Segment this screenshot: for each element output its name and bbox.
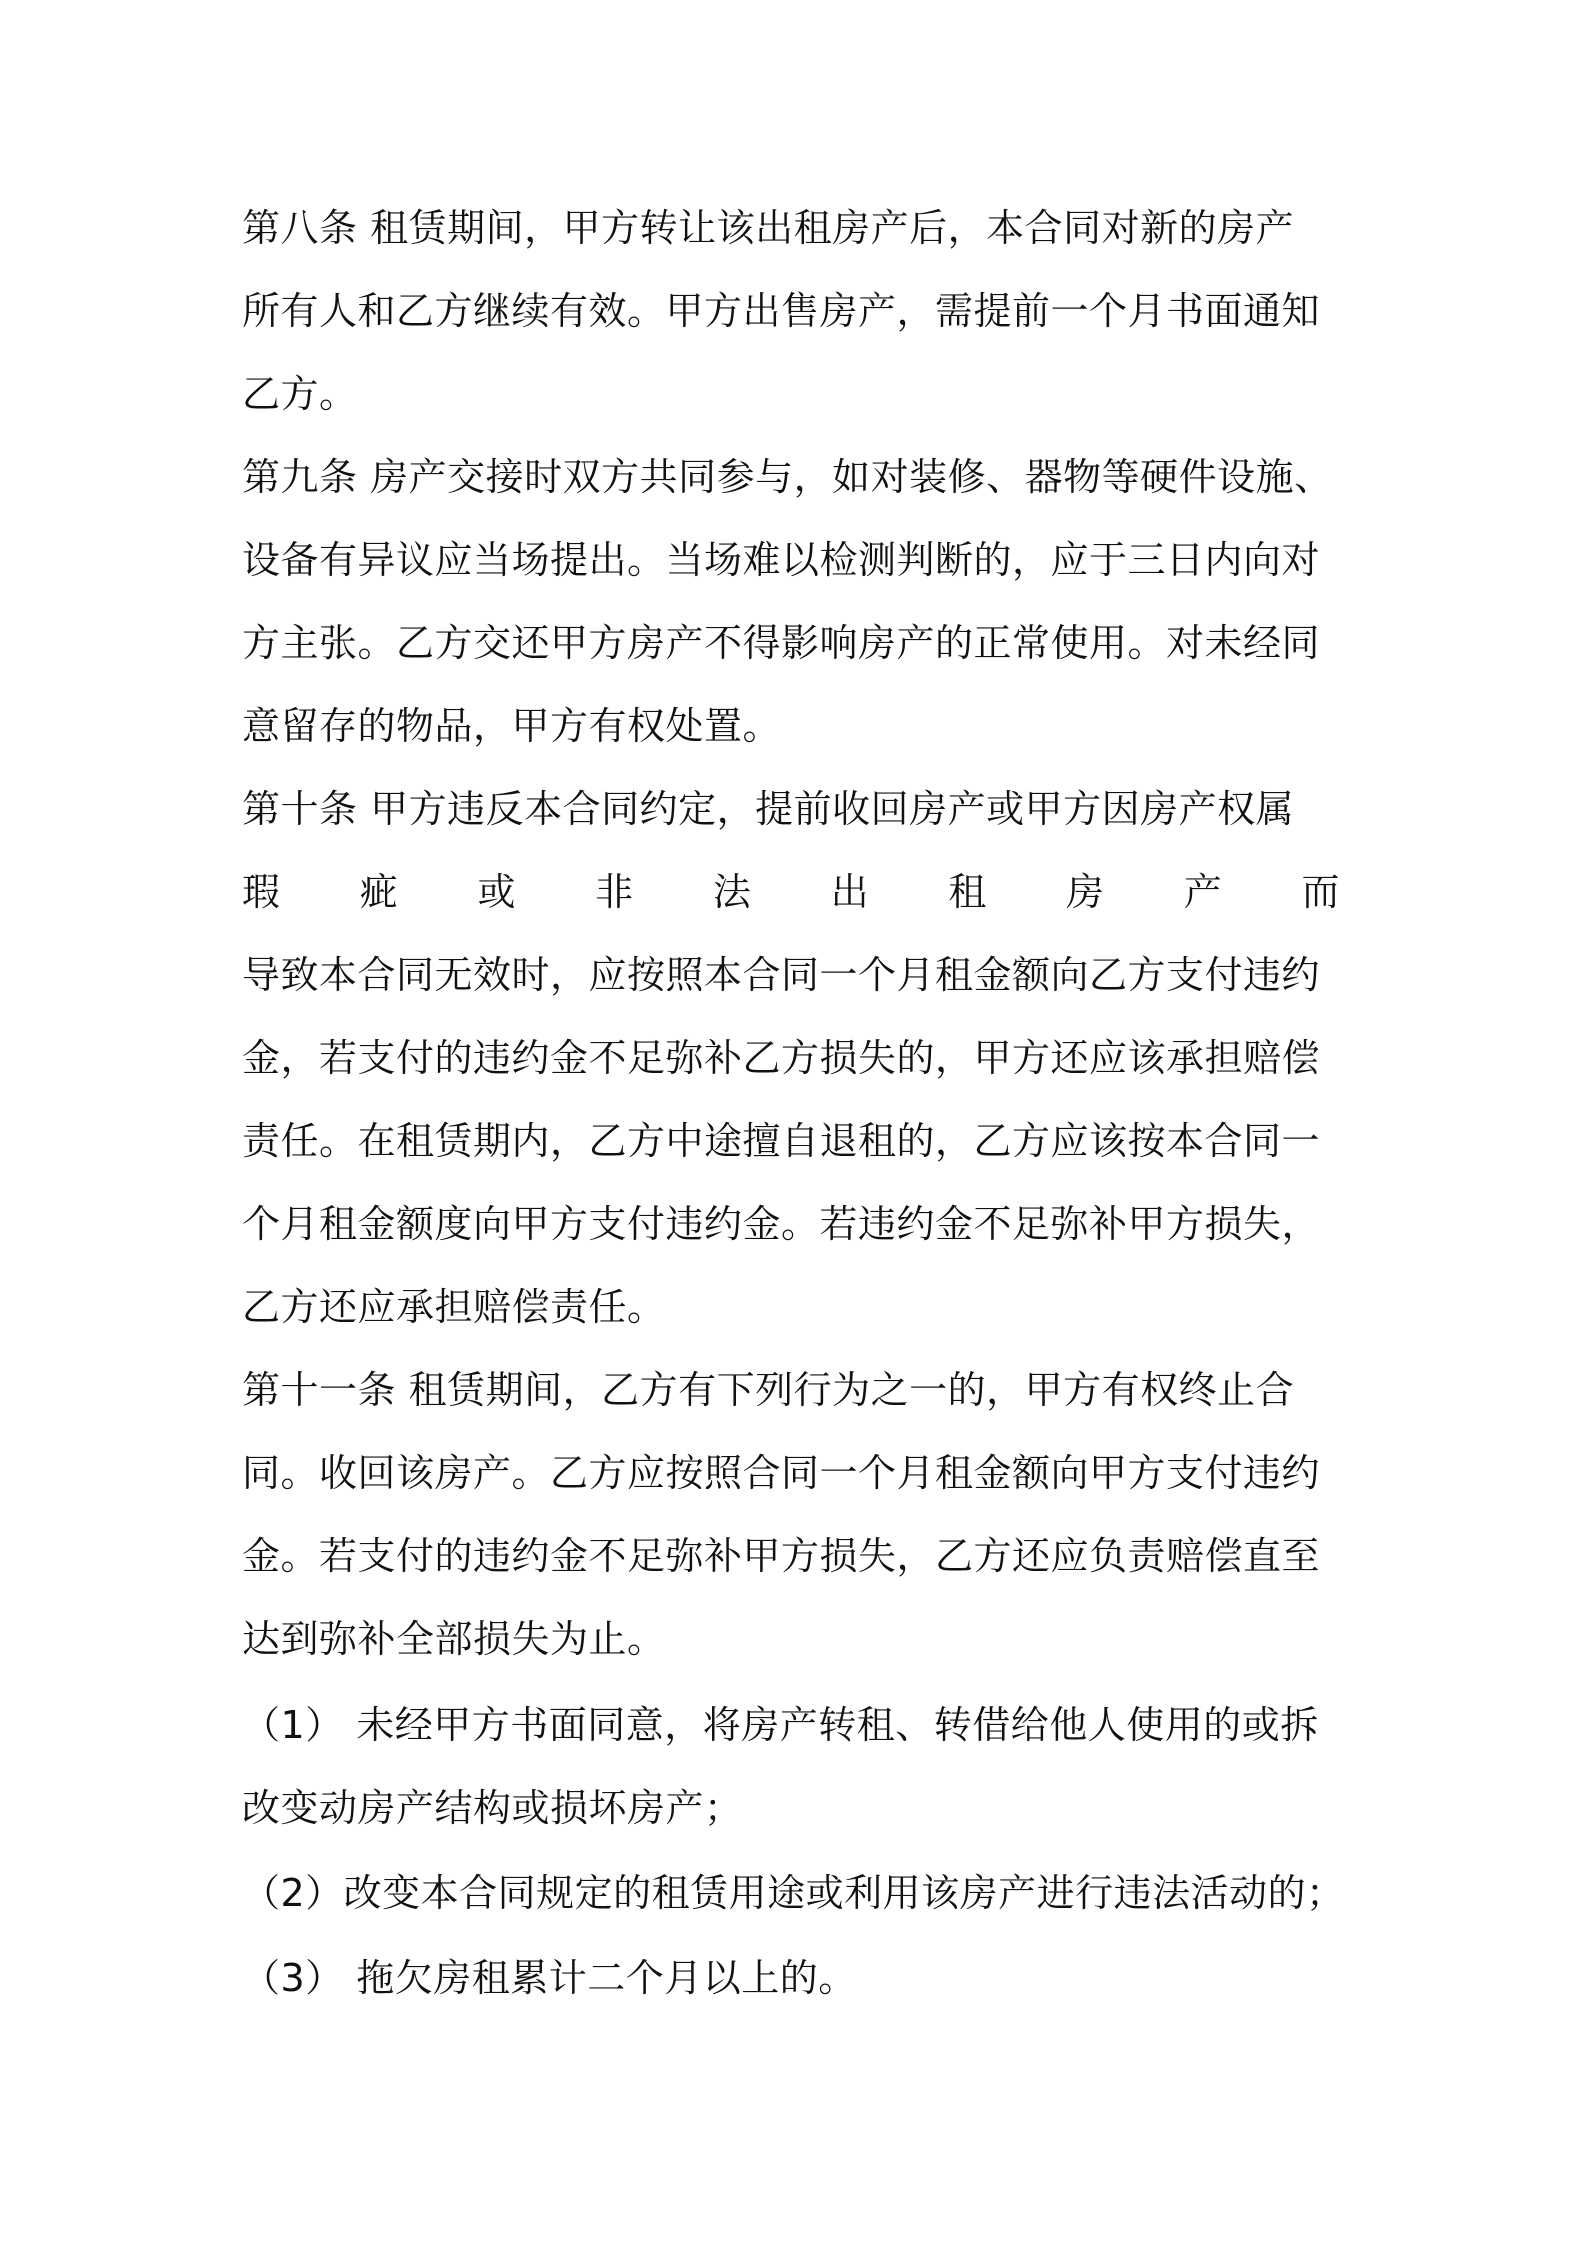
spread-char: 出 (830, 870, 870, 914)
text-line: 所有人和乙方继续有效。甲方出售房产，需提前一个月书面通知 (242, 289, 1321, 333)
justified-text-line (242, 867, 1340, 917)
text-line: 乙方还应承担赔偿责任。 (242, 1285, 666, 1329)
text-line: 导致本合同无效时，应按照本合同一个月租金额向乙方支付违约 (242, 953, 1321, 997)
list-item-text: （1） 未经甲方书面同意，将房产转租、转借给他人使用的或拆 (242, 1703, 1319, 1747)
text-line: 达到弥补全部损失为止。 (242, 1617, 666, 1661)
text-line: 金。若支付的违约金不足弥补甲方损失，乙方还应负责赔偿直至 (242, 1534, 1321, 1578)
spread-char: 而 (1301, 870, 1340, 914)
list-item-text: （2）改变本合同规定的租赁用途或利用该房产进行违法活动的； (242, 1871, 1345, 1915)
spread-char: 租 (948, 870, 987, 914)
text-line: 第十一条 租赁期间，乙方有下列行为之一的，甲方有权终止合 (242, 1368, 1295, 1412)
spread-char: 房 (1066, 870, 1105, 914)
text-line: 第十条 甲方违反本合同约定，提前收回房产或甲方因房产权属 (242, 787, 1295, 831)
text-line: 意留存的物品，甲方有权处置。 (242, 704, 782, 748)
list-item-text: （3） 拖欠房租累计二个月以上的。 (242, 1956, 857, 2000)
spread-char: 疵 (359, 870, 399, 914)
list-item-text: 改变动房产结构或损坏房产； (242, 1786, 743, 1830)
text-line: 方主张。乙方交还甲方房产不得影响房产的正常使用。对未经同 (242, 621, 1321, 665)
spread-char: 瑕 (242, 870, 281, 914)
spread-char: 非 (595, 870, 634, 914)
text-line: 责任。在租赁期内，乙方中途擅自退租的，乙方应该按本合同一 (242, 1119, 1321, 1163)
text-line: 个月租金额度向甲方支付违约金。若违约金不足弥补甲方损失， (242, 1202, 1321, 1246)
text-line: 同。收回该房产。乙方应按照合同一个月租金额向甲方支付违约 (242, 1451, 1321, 1495)
spread-char: 法 (712, 870, 752, 914)
spread-char: 产 (1183, 870, 1223, 914)
text-line: 第九条 房产交接时双方共同参与，如对装修、器物等硬件设施、 (242, 455, 1333, 499)
text-line: 第八条 租赁期间，甲方转让该出租房产后，本合同对新的房产 (242, 206, 1295, 250)
text-line: 设备有异议应当场提出。当场难以检测判断的，应于三日内向对 (242, 538, 1321, 582)
text-line: 金，若支付的违约金不足弥补乙方损失的，甲方还应该承担赔偿 (242, 1036, 1321, 1080)
text-line: 乙方。 (242, 372, 358, 416)
spread-char: 或 (477, 870, 516, 914)
